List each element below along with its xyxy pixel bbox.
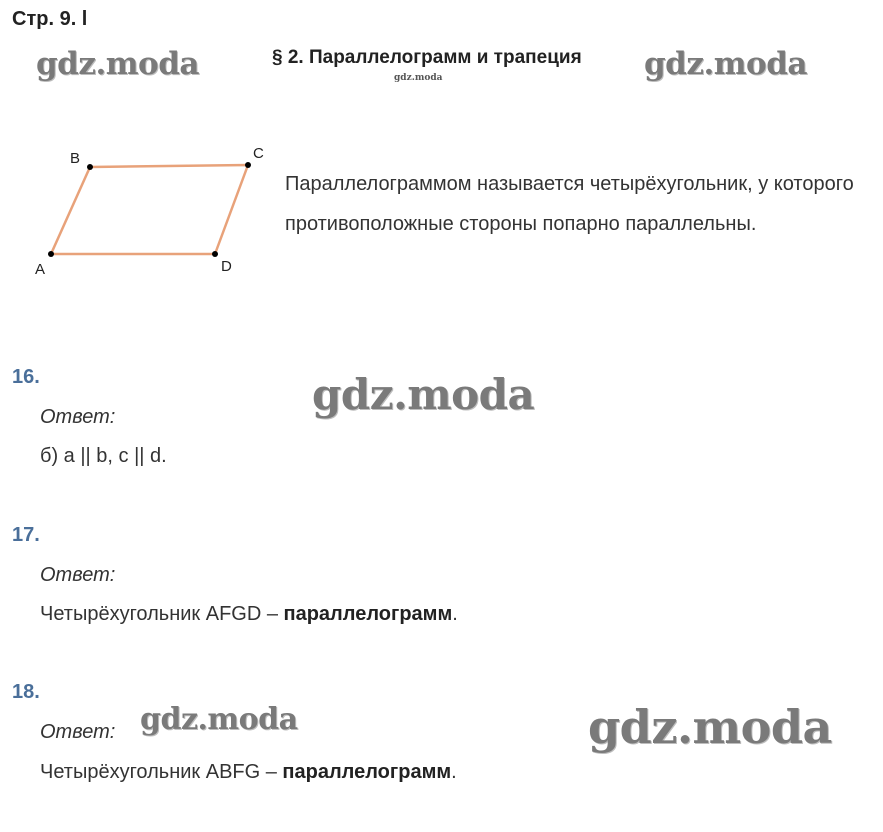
- vertex-point-a: [48, 251, 54, 257]
- vertex-point-c: [245, 162, 251, 168]
- parallelogram-figure: [0, 130, 280, 290]
- parallelogram-edges: [51, 165, 248, 254]
- page-label: Стр. 9. l: [12, 8, 88, 30]
- answer-text: [40, 761, 457, 784]
- answer-bold: параллелограмм: [282, 761, 452, 783]
- answer-text: [40, 603, 458, 626]
- watermark-logo: gdz.moda: [588, 700, 832, 754]
- task-number: 18.: [12, 681, 40, 703]
- section-title: § 2. Параллелограмм и трапеция: [272, 47, 582, 68]
- answer-prefix: Четырёхугольник AFGD –: [40, 603, 284, 625]
- watermark-logo: gdz.moda: [312, 370, 535, 419]
- vertex-label-d: D: [221, 258, 232, 275]
- answer-text: б) a || b, c || d.: [40, 445, 167, 467]
- answer-prefix: Четырёхугольник ABFG –: [40, 761, 283, 783]
- answer-bold: параллелограмм: [283, 603, 453, 625]
- vertex-point-b: [87, 164, 93, 170]
- vertex-label-a: A: [35, 261, 46, 278]
- watermark-logo: gdz.moda: [140, 702, 298, 737]
- definition-text: Параллелограммом называется четырёхугольник, у которого противоположные стороны попарно параллельны.: [285, 173, 854, 235]
- answer-suffix: .: [451, 761, 457, 783]
- watermark-small: gdz.moda: [394, 73, 443, 83]
- vertex-label-c: C: [253, 145, 264, 162]
- vertex-label-b: B: [70, 150, 81, 167]
- answer-label: Ответ:: [40, 564, 116, 586]
- vertex-point-d: [212, 251, 218, 257]
- task-number: 16.: [12, 366, 40, 388]
- watermark-logo: gdz.moda: [644, 46, 807, 82]
- answer-label: Ответ:: [40, 721, 116, 743]
- answer-suffix: .: [452, 603, 458, 625]
- task-number: 17.: [12, 524, 40, 546]
- watermark-logo: gdz.moda: [36, 46, 199, 82]
- answer-label: Ответ:: [40, 406, 116, 428]
